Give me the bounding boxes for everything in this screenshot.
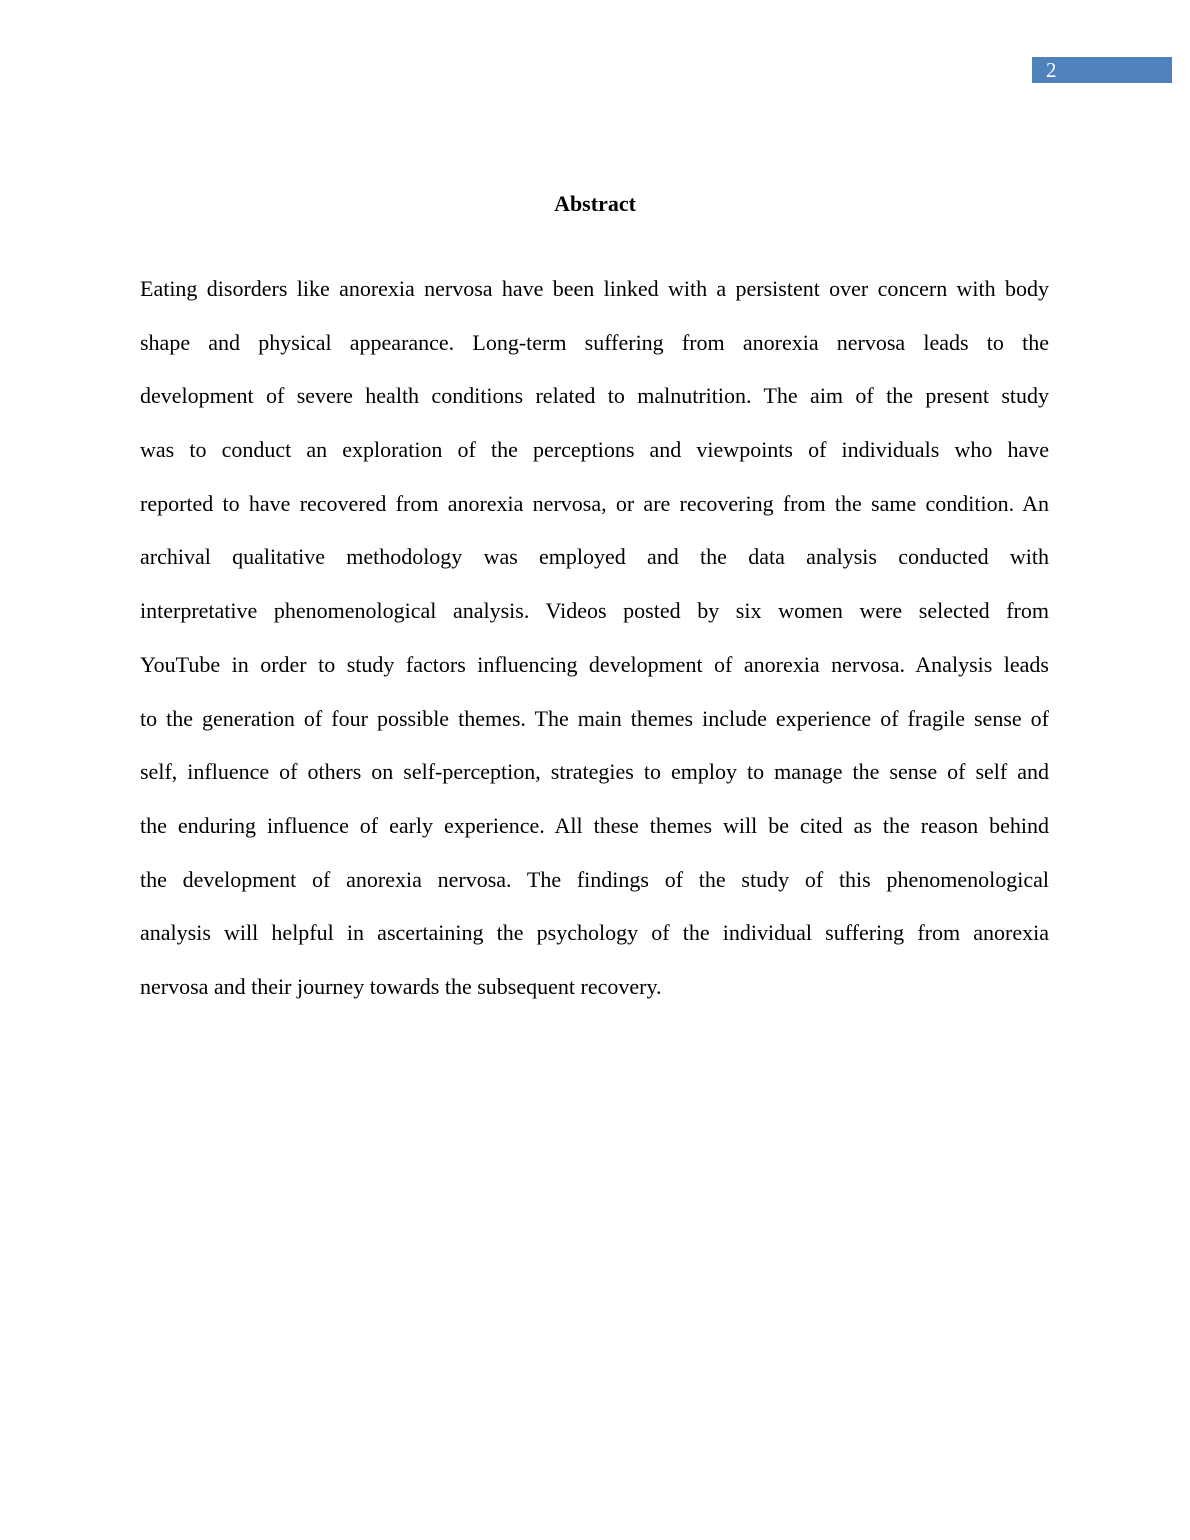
page-number: 2: [1046, 58, 1057, 82]
page-number-box: [1032, 57, 1172, 83]
abstract-title: Abstract: [554, 191, 636, 216]
abstract-line: the development of anorexia nervosa. The findings of the study of this phenomenological: [140, 866, 1049, 892]
abstract-line: Eating disorders like anorexia nervosa have been linked with a persistent over concern with body: [140, 276, 1049, 301]
abstract-line: shape and physical appearance. Long-term suffering from anorexia nervosa leads to the: [140, 329, 1049, 355]
abstract-line: YouTube in order to study factors influencing development of anorexia nervosa. Analysis leads: [140, 651, 1049, 677]
abstract-body: [140, 262, 1049, 1014]
abstract-line: archival qualitative methodology was employed and the data analysis conducted with: [140, 544, 1049, 570]
abstract-line: the enduring influence of early experience. All these themes will be cited as the reason behind: [140, 812, 1049, 838]
abstract-line: was to conduct an exploration of the perceptions and viewpoints of individuals who have: [140, 437, 1049, 463]
abstract-line: development of severe health conditions related to malnutrition. The aim of the present study: [140, 383, 1049, 409]
abstract-line: self, influence of others on self-perception, strategies to employ to manage the sense of self and: [140, 759, 1049, 785]
abstract-line-last: nervosa and their journey towards the subsequent recovery.: [140, 973, 662, 999]
abstract-line: to the generation of four possible themes. The main themes include experience of fragile sense of: [140, 705, 1049, 731]
abstract-line: analysis will helpful in ascertaining the psychology of the individual suffering from anorexia: [140, 920, 1049, 946]
abstract-line: interpretative phenomenological analysis. Videos posted by six women were selected from: [140, 598, 1049, 624]
abstract-line: reported to have recovered from anorexia nervosa, or are recovering from the same condition. An: [140, 490, 1049, 516]
